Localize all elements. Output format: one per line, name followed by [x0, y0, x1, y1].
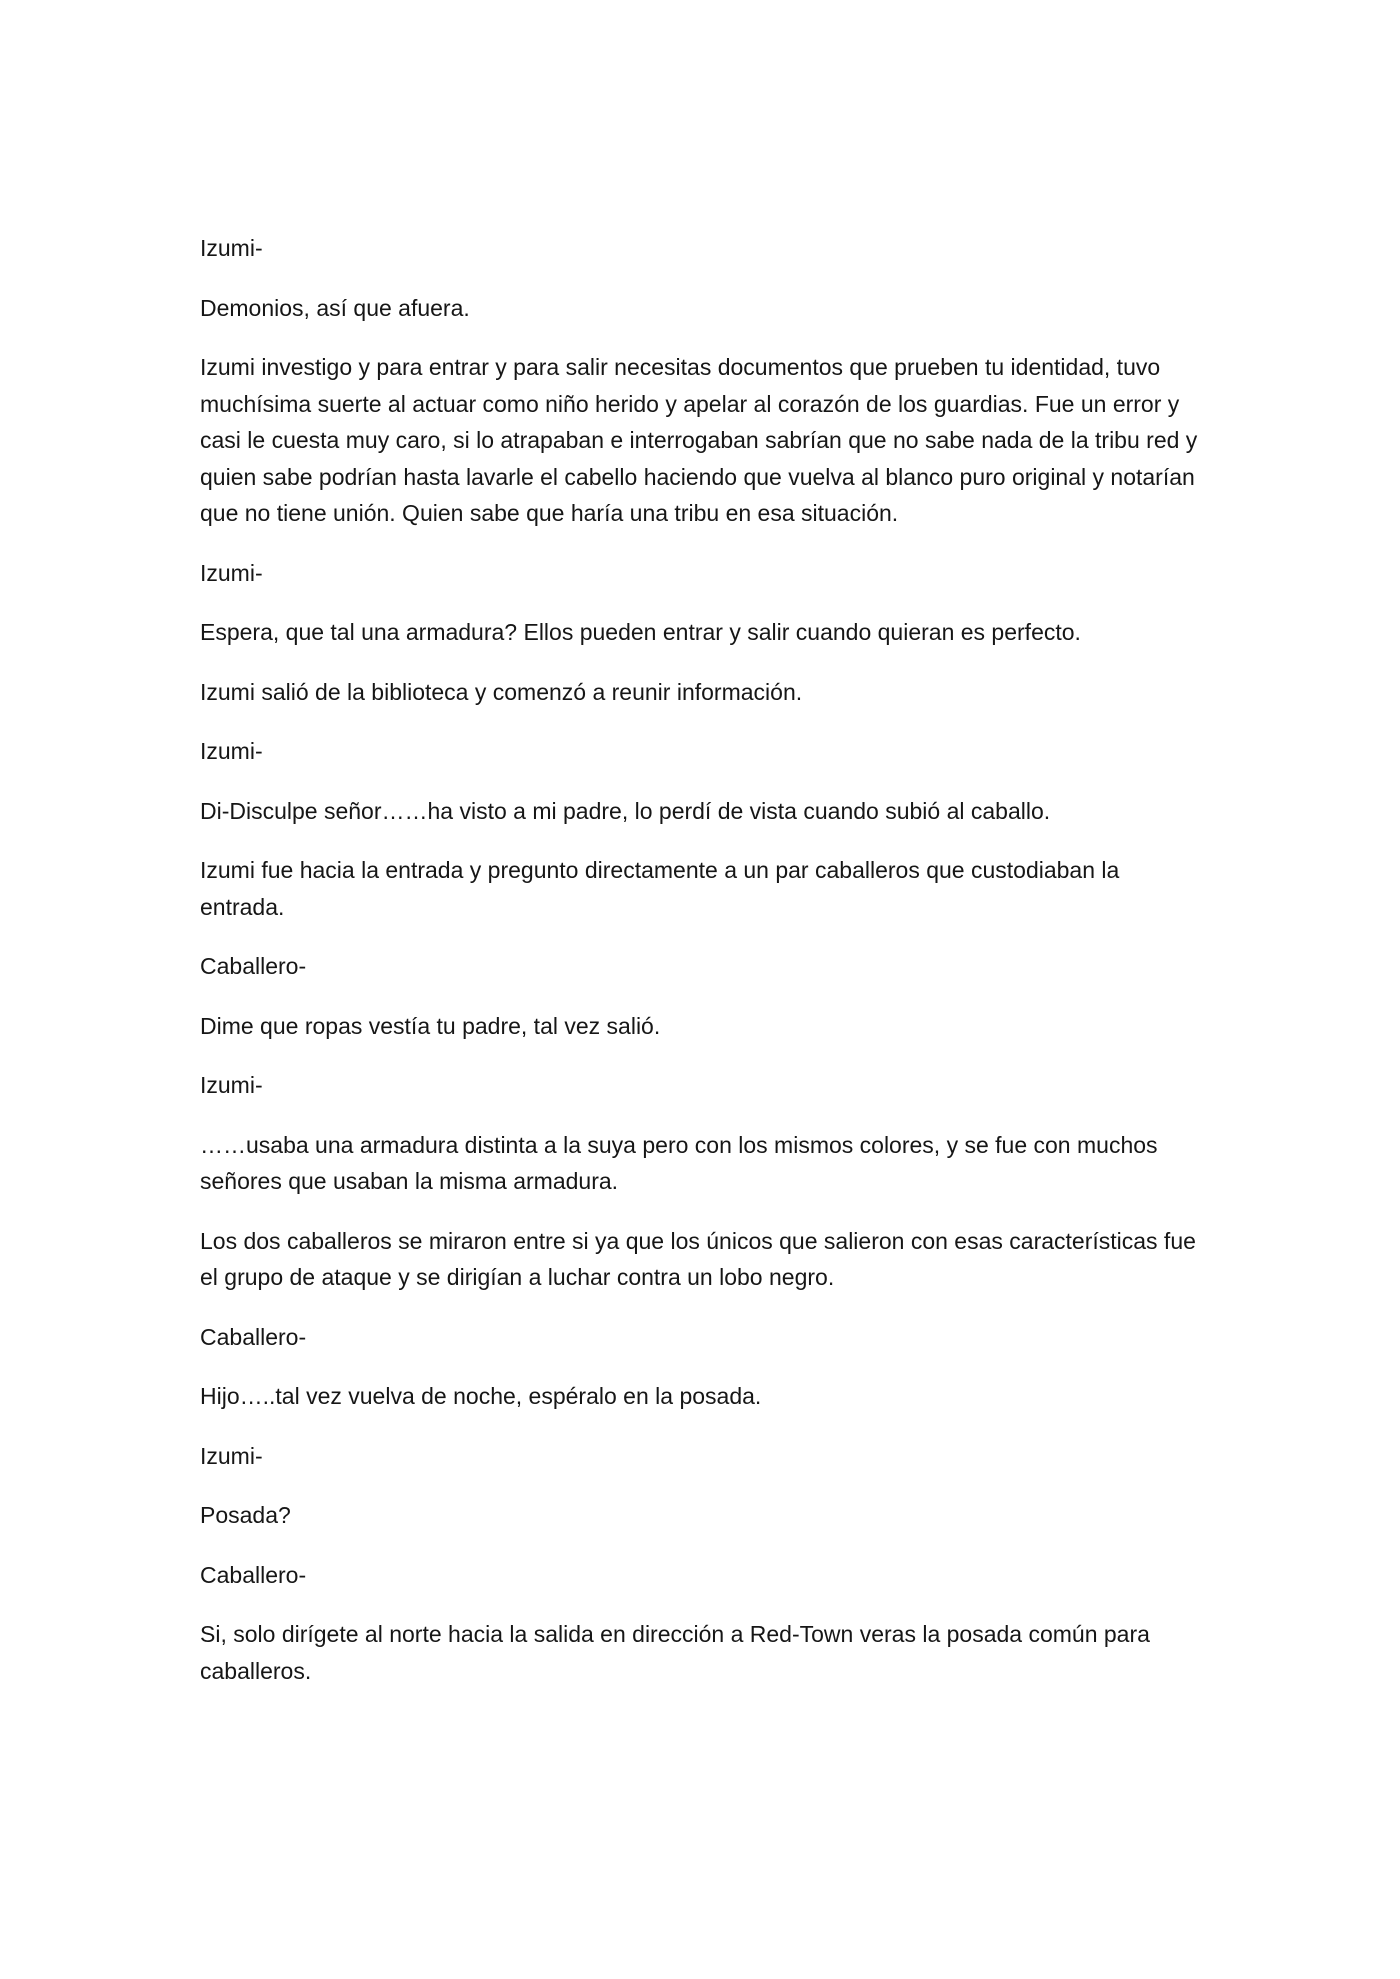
- dialogue-line: ……usaba una armadura distinta a la suya pero con los mismos colores, y se fue con muchos señores que usaban la misma armadura.: [200, 1131, 1158, 1194]
- speaker-label: Caballero-: [200, 1323, 307, 1350]
- narration-paragraph: Izumi salió de la biblioteca y comenzó a reunir información.: [200, 678, 803, 705]
- speaker-label: Izumi-: [200, 1072, 263, 1098]
- dialogue-line: Posada?: [200, 1502, 291, 1528]
- speaker-label: Izumi-: [200, 738, 263, 764]
- dialogue-line: Demonios, así que afuera.: [200, 294, 470, 321]
- speaker-label: Caballero-: [200, 1561, 307, 1588]
- speaker-label: Izumi-: [200, 559, 263, 586]
- narration-paragraph: Izumi investigo y para entrar y para salir necesitas documentos que prueben tu identidad, tuvo muchísima suerte al actuar como niño herido y apelar al corazón de los guardias. Fue un error y casi le cuesta muy caro, si lo atrapaban e interrogaban sabrían que no sabe nada de la tribu red y quien sabe podrían hasta lavarle el cabello haciendo que vuelva al blanco puro original y notarían que no tiene unión. Quien sabe que haría una tribu en esa situación.: [200, 354, 1198, 526]
- dialogue-line: Di-Disculpe señor……ha visto a mi padre, lo perdí de vista cuando subió al caballo.: [200, 797, 1051, 824]
- dialogue-line: Hijo…..tal vez vuelva de noche, espéralo en la posada.: [200, 1383, 762, 1409]
- dialogue-line: Si, solo dirígete al norte hacia la salida en dirección a Red-Town veras la posada común para caballeros.: [200, 1621, 1150, 1684]
- document-body: [200, 230, 1200, 1712]
- narration-paragraph: Los dos caballeros se miraron entre si ya que los únicos que salieron con esas características fue el grupo de ataque y se dirigían a luchar contra un lobo negro.: [200, 1227, 1196, 1290]
- speaker-label: Izumi-: [200, 1442, 263, 1469]
- narration-paragraph: Izumi fue hacia la entrada y pregunto directamente a un par caballeros que custodiaban la entrada.: [200, 857, 1120, 920]
- speaker-label: Izumi-: [200, 235, 263, 261]
- speaker-label: Caballero-: [200, 953, 307, 979]
- dialogue-line: Dime que ropas vestía tu padre, tal vez salió.: [200, 1012, 661, 1039]
- dialogue-line: Espera, que tal una armadura? Ellos pueden entrar y salir cuando quieran es perfecto.: [200, 619, 1081, 645]
